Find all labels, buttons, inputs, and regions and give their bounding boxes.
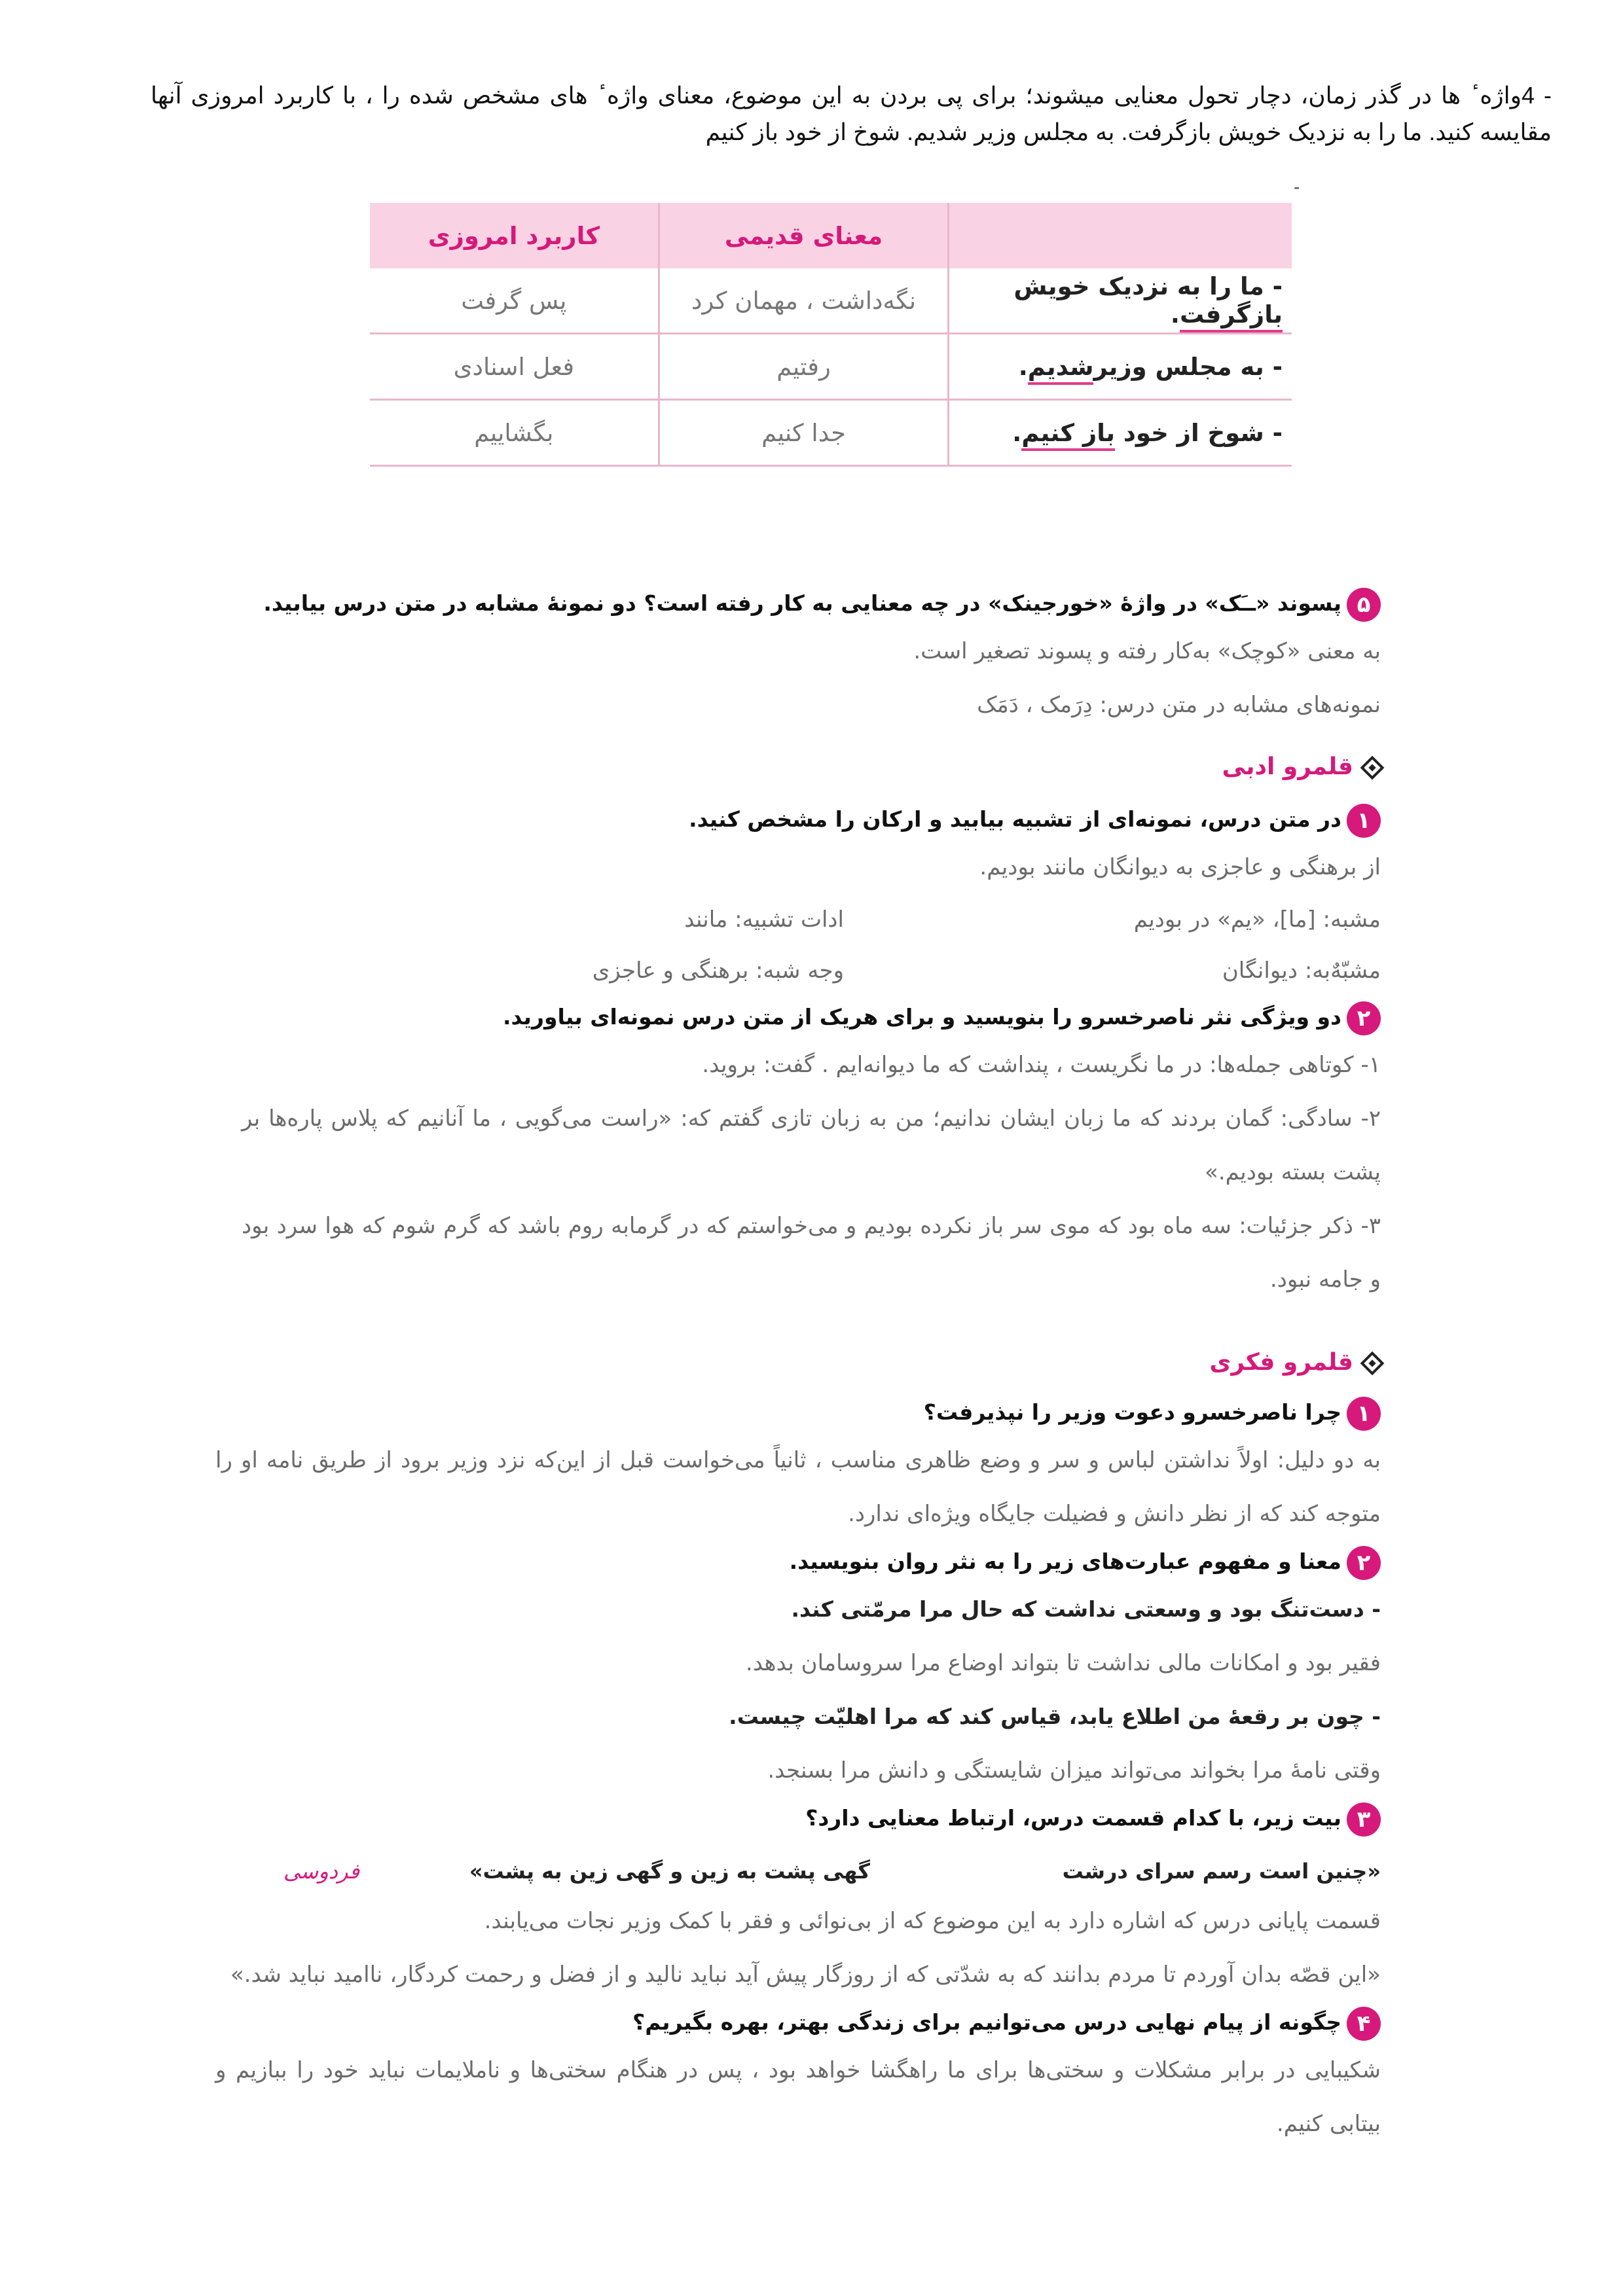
answer-5-line-2: نمونه‌های مشابه در متن درس: دِرَمک ، دَمَک: [977, 692, 1381, 718]
phrase-1-meaning: فقیر بود و امکانات مالی نداشت تا بتواند اوضاع مرا سروسامان بدهد.: [745, 1650, 1381, 1676]
intellectual-question-2: ۲معنا و مفهوم عبارت‌های زیر را به نثر روان بنویسید.: [215, 1541, 1381, 1583]
table-header-row: [370, 203, 1292, 268]
poet-name: فردوسی: [283, 1859, 359, 1884]
intro-paragraph: - 4واژه ٔ ها در گذر زمان، دچار تحول معنایی میشوند؛ برای پی بردن به این موضوع، معنای واژه ٔ های مشخص شده را ، با کاربرد امروزی آنها مقایسه کنید. ما را به نزدیک خویش بازگرفت. به مجلس وزیر شدیم. شوخ از خود باز کنیم: [151, 82, 1552, 145]
literary-answer-2-item-1: ۱- کوتاهی جمله‌ها: در ما نگریست ، پنداشت که ما دیوانه‌ایم . گفت: بروید.: [702, 1052, 1381, 1078]
intellectual-answer-1: به دو دلیل: اولاً نداشتن لباس و سر و وضع ظاهری مناسب ، ثانیاً می‌خواست قبل از این‌که نزد وزیر برود از طریق نامه او را متوجه کند که از نظر دانش و فضیلت جایگاه ویژه‌ای ندارد.: [215, 1447, 1381, 1527]
vocabulary-table: [370, 203, 1292, 467]
literary-answer-2-item-2: ۲- سادگی: گمان بردند که ما زبان ایشان ندانیم؛ من به زبان تازی گفتم که: «راست می‌گویی ، ما آنانیم که پلاس پاره‌ها بر پشت بسته بودیم.»: [242, 1105, 1381, 1185]
question-number-badge: ۱: [1347, 804, 1381, 838]
question-number-badge: ۲: [1347, 1546, 1381, 1580]
row-old-meaning: رفتیم: [659, 334, 949, 400]
diamond-bullet-icon: [1360, 1352, 1385, 1376]
row-phrase: - شوخ از خود باز کنیم.: [949, 400, 1292, 466]
phrase-2: - چون بر رقعهٔ من اطلاع یابد، قیاس کند که مرا اهلیّت چیست.: [729, 1704, 1381, 1729]
literary-section-title: قلمرو ادبی: [242, 746, 1381, 788]
row-old-meaning: نگه‌داشت ، مهمان کرد: [659, 268, 949, 334]
question-number-badge: ۵: [1347, 588, 1381, 622]
literary-answer-2-item-3: ۳- ذکر جزئیات: سه ماه بود که موی سر باز نکرده بودیم و می‌خواستم که در گرمابه روم باشد که گرم شوم که هوا سرد بود و جامه نبود.: [242, 1213, 1381, 1293]
question-5-block: [263, 583, 1381, 732]
row-phrase: - به مجلس وزیرشدیم.: [949, 334, 1292, 400]
intellectual-section-title: قلمرو فکری: [215, 1342, 1381, 1384]
intellectual-answer-3-line-1: قسمت پایانی درس که اشاره دارد به این موضوع که از بی‌نوائی و فقر با کمک وزیر نجات می‌یابند.: [484, 1908, 1381, 1934]
table-row: [370, 334, 1292, 400]
intellectual-question-3: ۳بیت زیر، با کدام قسمت درس، ارتباط معنایی دارد؟: [215, 1797, 1381, 1839]
intellectual-section: [215, 1342, 1381, 2151]
literary-section: [242, 746, 1381, 1306]
answer-5-line-1: به معنی «کوچک» به‌کار رفته و پسوند تصغیر است.: [913, 638, 1381, 664]
header-phrase: [949, 203, 1292, 268]
highlighted-word: باز کنیم: [1021, 419, 1115, 451]
stray-mark: -: [1294, 177, 1300, 197]
highlighted-word: بازگرفت: [1180, 300, 1283, 332]
verse-hemistich-2: گهی پشت به زین و گهی زین به پشت»: [469, 1859, 870, 1884]
question-number-badge: ۴: [1347, 2007, 1381, 2041]
adat-tashbih: ادات تشبیه: مانند: [684, 906, 844, 933]
highlighted-word: شدیم: [1028, 353, 1094, 385]
table-row: [370, 268, 1292, 334]
literary-answer-1: از برهنگی و عاجزی به دیوانگان مانند بودیم.: [979, 854, 1381, 880]
row-phrase: - ما را به نزدیک خویش بازگرفت.: [949, 268, 1292, 334]
question-number-badge: ۳: [1347, 1803, 1381, 1837]
header-old-meaning: معنای قدیمی: [659, 203, 949, 268]
literary-question-2: ۲دو ویژگی نثر ناصرخسرو را بنویسید و برای هریک از متن درس نمونه‌ای بیاورید.: [242, 996, 1381, 1038]
row-modern-usage: بگشاییم: [370, 400, 659, 466]
mushabbah-bih: مشبّهٌ‌به: دیوانگان: [1222, 958, 1381, 984]
intellectual-answer-3-line-2: «این قصّه بدان آوردم تا مردم بدانند که به شدّتی که از روزگار پیش آید نباید نالید و از فضل و رحمت کردگار، ناامید نباید شد.»: [230, 1962, 1381, 1988]
question-number-badge: ۱: [1347, 1397, 1381, 1431]
phrase-2-meaning: وقتی نامهٔ مرا بخواند می‌تواند میزان شایستگی و دانش مرا بسنجد.: [767, 1757, 1381, 1784]
question-number-badge: ۲: [1347, 1001, 1381, 1035]
verse-hemistich-1: «چنین است رسم سرای درشت: [1062, 1859, 1381, 1884]
intellectual-answer-4: شکیبایی در برابر مشکلات و سختی‌ها برای ما راهگشا خواهد بود ، پس در هنگام سختی‌ها و ناملایمات نباید خود را ببازیم و بیتابی کنیم.: [215, 2057, 1381, 2137]
mushabbah: مشبه: [ما]، «یم» در بودیم: [1133, 906, 1381, 933]
diamond-bullet-icon: [1360, 756, 1385, 780]
simile-parts-row-2: [307, 945, 1381, 996]
intellectual-question-4: ۴چگونه از پیام نهایی درس می‌توانیم برای زندگی بهتر، بهره بگیریم؟: [215, 2001, 1381, 2043]
literary-question-1: ۱در متن درس، نمونه‌ای از تشبیه بیابید و ارکان را مشخص کنید.: [242, 798, 1381, 840]
row-old-meaning: جدا کنیم: [659, 400, 949, 466]
table-row: [370, 400, 1292, 466]
row-modern-usage: فعل اسنادی: [370, 334, 659, 400]
intellectual-question-1: ۱چرا ناصرخسرو دعوت وزیر را نپذیرفت؟: [215, 1391, 1381, 1433]
header-modern-usage: کاربرد امروزی: [370, 203, 659, 268]
simile-parts-row-1: [307, 894, 1381, 945]
row-modern-usage: پس گرفت: [370, 268, 659, 334]
wajh-shabah: وجه شبه: برهنگی و عاجزی: [592, 958, 844, 984]
question-5: ۵پسوند «ــَک» در واژهٔ «خورجینک» در چه معنایی به کار رفته است؟ دو نمونهٔ مشابه در متن درس بیابید.: [263, 583, 1381, 624]
phrase-1: - دست‌تنگ بود و وسعتی نداشت که حال مرا مرمّتی کند.: [791, 1596, 1381, 1622]
poem-verse: [281, 1848, 1381, 1894]
